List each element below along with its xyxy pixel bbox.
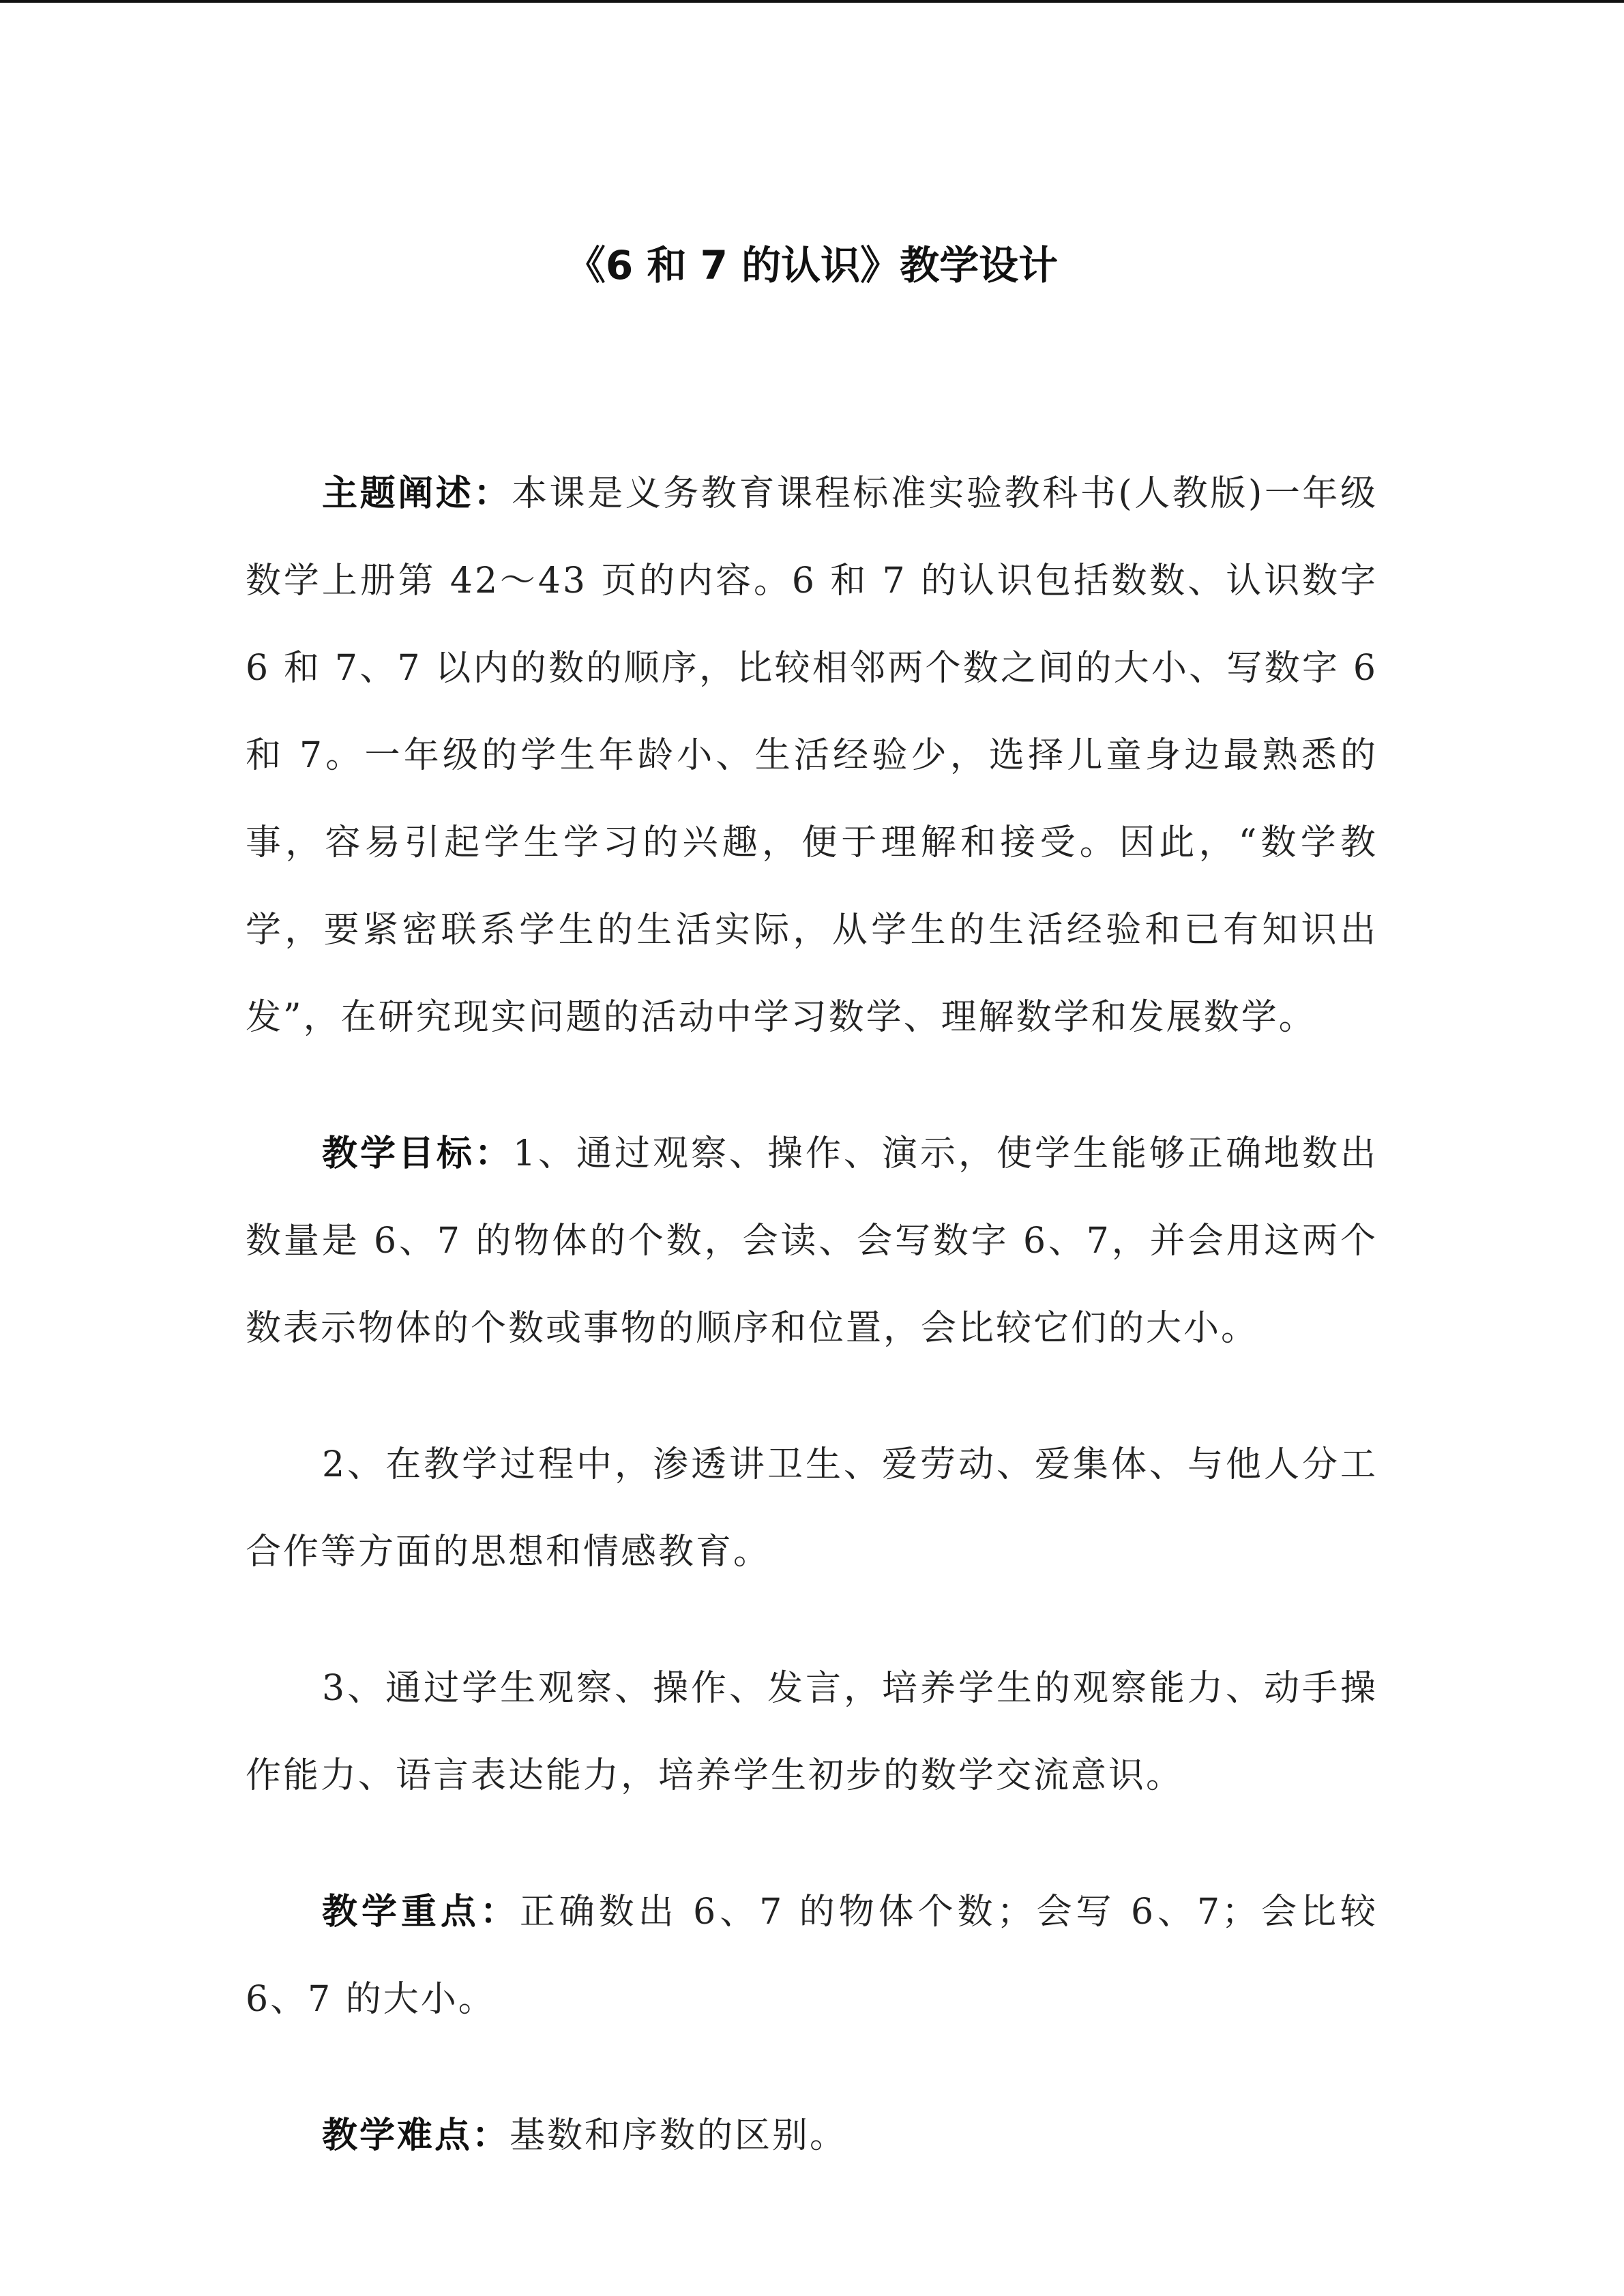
paragraph-objective-3 (246, 1645, 1378, 1819)
section-text-key-points: 正确数出 6、7 的物体个数；会写 6、7；会比较 6、7 的大小。 (246, 1892, 1378, 2020)
section-text-theme: 本课是义务教育课程标准实验教科书(人教版)一年级数学上册第 42～43 页的内容。6 和 7 的认识包括数数、认识数字 6 和 7、7 以内的数的顺序，比较相邻两个数之间的大小、写数字 6 和 7。一年级的学生年龄小、生活经验少，选择儿童身边最熟悉的事，容易引起学生学习的兴趣，便于理解和接受。因此，“数学教学，要紧密联系学生的生活实际，从学生的生活经验和已有知识出发”，在研究现实问题的活动中学习数学、理解数学和发展数学。 (246, 473, 1378, 1038)
section-text-objective-2: 2、在教学过程中，渗透讲卫生、爱劳动、爱集体、与他人分工合作等方面的思想和情感教育。 (246, 1444, 1378, 1572)
section-label-key-points: 教学重点： (322, 1892, 520, 1933)
section-label-difficulties: 教学难点： (322, 2115, 510, 2156)
section-text-objective-1: 1、通过观察、操作、演示，使学生能够正确地数出数量是 6、7 的物体的个数，会读、会写数字 6、7，并会用这两个数表示物体的个数或事物的顺序和位置，会比较它们的大小。 (246, 1133, 1378, 1349)
paragraph-key-points (246, 1868, 1378, 2043)
paragraph-objective-1 (246, 1110, 1378, 1372)
paragraph-theme (246, 450, 1378, 1061)
section-label-theme: 主题阐述： (322, 473, 512, 514)
page-top-border (0, 0, 1624, 3)
section-text-objective-3: 3、通过学生观察、操作、发言，培养学生的观察能力、动手操作能力、语言表达能力，培养学生初步的数学交流意识。 (246, 1668, 1378, 1796)
paragraph-objective-2 (246, 1421, 1378, 1596)
section-text-difficulties: 基数和序数的区别。 (510, 2115, 848, 2156)
section-label-objectives: 教学目标： (322, 1133, 513, 1174)
document-body (246, 450, 1378, 2228)
document-title: 《6 和 7 的认识》教学设计 (565, 241, 1059, 288)
paragraph-difficulties (246, 2092, 1378, 2179)
